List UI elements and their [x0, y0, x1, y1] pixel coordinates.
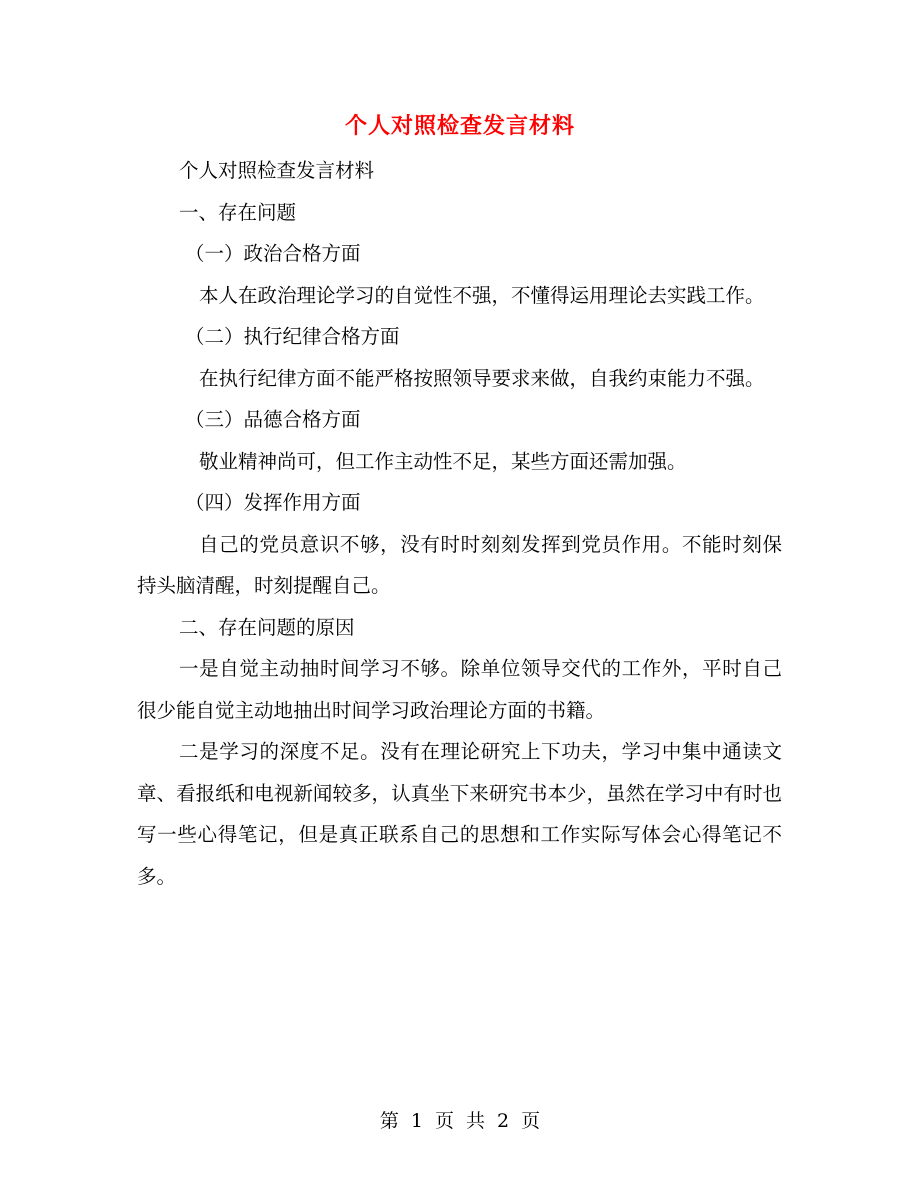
page-footer: 第 1 页 共 2 页: [379, 1110, 541, 1132]
paragraph-cause-two: 二是学习的深度不足。没有在理论研究上下功夫，学习中集中通读文章、看报纸和电视新闻较多，认真坐下来研究书本少，虽然在学习中有时也写一些心得笔记，但是真正联系自己的思想和工作实际写体会心得笔记不多。: [137, 740, 782, 888]
paragraph-cause-one: 一是自觉主动抽时间学习不够。除单位领导交代的工作外，平时自己很少能自觉主动地抽出时间学习政治理论方面的书籍。: [137, 657, 782, 722]
section-heading-causes: 二、存在问题的原因: [179, 615, 355, 639]
document-title: 个人对照检查发言材料: [344, 113, 575, 139]
subheading-morality: （三）品德合格方面: [185, 408, 361, 431]
paragraph-political: 本人在政治理论学习的自觉性不强，不懂得运用理论去实践工作。: [199, 283, 765, 307]
subheading-role: （四）发挥作用方面: [185, 491, 361, 514]
document-body: [137, 150, 782, 897]
subheading-political: （一）政治合格方面: [185, 242, 361, 265]
subheading-discipline: （二）执行纪律合格方面: [185, 325, 400, 348]
paragraph-role: 自己的党员意识不够，没有时时刻刻发挥到党员作用。不能时刻保持头脑清醒，时刻提醒自己。: [137, 532, 782, 597]
section-heading-problems: 一、存在问题: [179, 200, 297, 224]
paragraph-discipline: 在执行纪律方面不能严格按照领导要求来做，自我约束能力不强。: [199, 366, 765, 390]
paragraph-subtitle: 个人对照检查发言材料: [179, 159, 375, 182]
paragraph-morality: 敬业精神尚可，但工作主动性不足，某些方面还需加强。: [199, 449, 687, 473]
